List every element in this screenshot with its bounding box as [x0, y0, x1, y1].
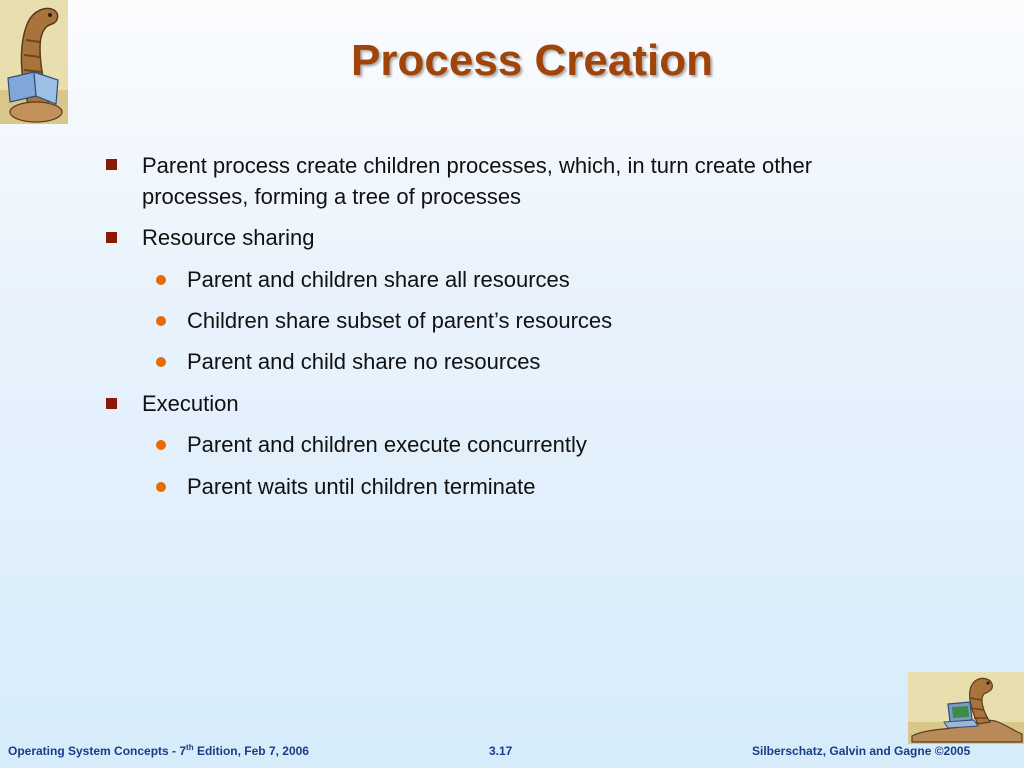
- bullet-item: Execution: [142, 391, 239, 416]
- round-bullet-icon: [156, 316, 166, 326]
- sub-bullet-item: Parent waits until children terminate: [187, 474, 536, 499]
- sub-bullet-item: Children share subset of parent’s resources: [187, 308, 613, 333]
- dinosaur-laptop-icon: [908, 672, 1024, 744]
- round-bullet-icon: [156, 440, 166, 450]
- footer-copyright: Silberschatz, Galvin and Gagne ©2005: [752, 744, 971, 758]
- sub-bullet-item: Parent and child share no resources: [187, 349, 541, 374]
- round-bullet-icon: [156, 275, 166, 285]
- footer-course-info: [8, 744, 309, 758]
- sub-bullet-item: Parent and children execute concurrently: [187, 432, 587, 457]
- footer-slide-number: 3.17: [489, 744, 513, 758]
- round-bullet-icon: [156, 357, 166, 367]
- round-bullet-icon: [156, 482, 166, 492]
- bullet-item: Parent process create children processes, which, in turn create other processes, forming a tree of processes: [142, 153, 813, 209]
- square-bullet-icon: [106, 398, 117, 409]
- square-bullet-icon: [106, 159, 117, 170]
- footer-course-superscript: th: [186, 743, 194, 752]
- footer-course-prefix: Operating System Concepts - 7: [8, 744, 187, 758]
- slide-title: Process Creation: [351, 36, 713, 85]
- bullet-item: Resource sharing: [142, 225, 315, 250]
- square-bullet-icon: [106, 232, 117, 243]
- sub-bullet-item: Parent and children share all resources: [187, 267, 570, 292]
- footer-course-suffix: Edition, Feb 7, 2006: [193, 744, 309, 758]
